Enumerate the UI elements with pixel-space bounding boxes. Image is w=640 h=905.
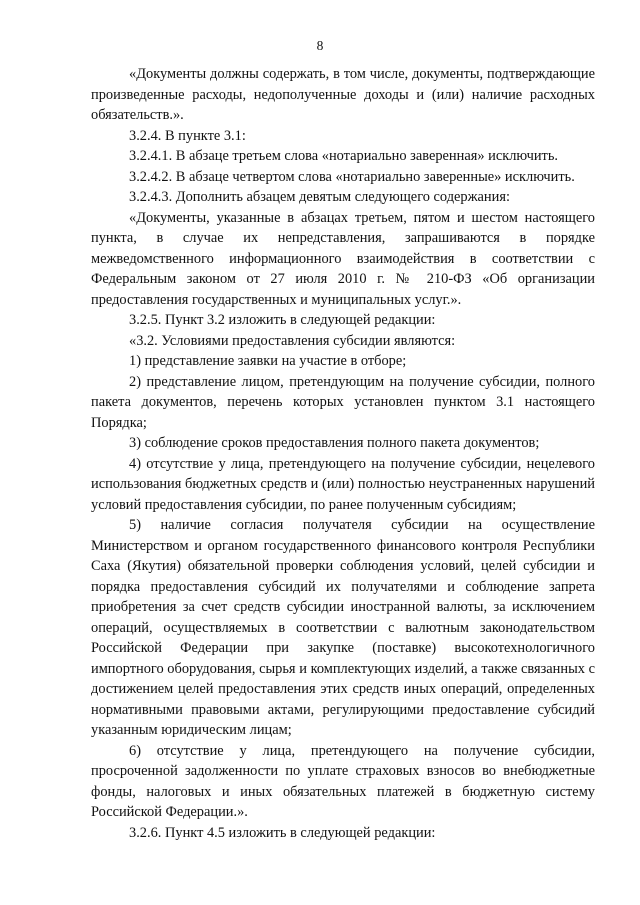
paragraph-3-2-4-2: 3.2.4.2. В абзаце четвертом слова «нотариально заверенные» исключить. xyxy=(129,168,575,185)
paragraph-documents-contents: «Документы должны содержать, в том числе, документы, подтверждающие произведенные расходы, недополученные доходы и (или) наличие расходных обязательств.». xyxy=(91,66,595,123)
paragraph-3-2-4: 3.2.4. В пункте 3.1: xyxy=(129,127,246,144)
list-item-6: 6) отсутствие у лица, претендующего на получение субсидии, просроченной задолженности по уплате страховых взносов во внебюджетные фонды, налоговых и иных обязательных платежей в бюджетную систему Российской Федерации.». xyxy=(91,742,595,820)
list-item-5: 5) наличие согласия получателя субсидии на осуществление Министерством и органом государственного финансового контроля Республики Саха (Якутия) обязательной проверки соблюдения условий, целей субсидии и порядка предоставления субсидий их получателями и соблюдение запрета приобретения за счет средств субсидии иностранной валюты, за исключением операций, осуществляемых в соответствии с валютным законодательством Российской Федерации при закупке (поставке) высокотехнологичного импортного оборудования, сырья и комплектующих изделий, а также связанных с достижением целей предоставления этих средств иных операций, определенных нормативными правовыми актами, регулирующими предоставление субсидий указанным юридическим лицам; xyxy=(91,517,595,738)
list-item-1: 1) представление заявки на участие в отборе; xyxy=(129,353,407,369)
paragraph-documents-requested: «Документы, указанные в абзацах третьем, пятом и шестом настоящего пункта, в случае их непредставления, запрашиваются в порядке межведомственного информационного взаимодействия в соответствии с Федеральным законом от 27 июля 2010 г. № 210-ФЗ «Об организации предоставления государственных и муниципальных услуг.». xyxy=(91,209,595,308)
list-item-3: 3) соблюдение сроков предоставления полного пакета документов; xyxy=(129,435,540,451)
paragraph-3-2-4-1: 3.2.4.1. В абзаце третьем слова «нотариально заверенная» исключить. xyxy=(129,148,558,164)
paragraph-3-2-4-3: 3.2.4.3. Дополнить абзацем девятым следующего содержания: xyxy=(129,189,510,205)
document-body xyxy=(91,64,595,843)
page-number: 8 xyxy=(316,38,324,53)
list-item-2: 2) представление лицом, претендующим на получение субсидии, полного пакета документов, перечень которых установлен пунктом 3.1 настоящего Порядка; xyxy=(91,373,595,431)
paragraph-3-2-5: 3.2.5. Пункт 3.2 изложить в следующей редакции: xyxy=(129,312,436,328)
paragraph-3-2-6: 3.2.6. Пункт 4.5 изложить в следующей редакции: xyxy=(129,824,436,841)
paragraph-3-2-conditions: «3.2. Условиями предоставления субсидии являются: xyxy=(129,332,456,349)
list-item-4: 4) отсутствие у лица, претендующего на получение субсидии, нецелевого использования бюджетных средств и (или) полностью неустраненных нарушений условий предоставления субсидии, по ранее полученным субсидиям; xyxy=(91,455,595,513)
